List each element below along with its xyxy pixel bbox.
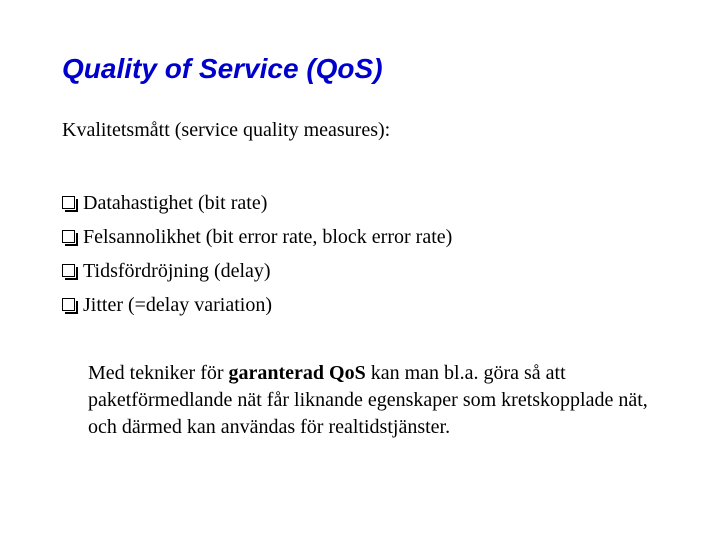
list-item-label: Jitter (=delay variation): [83, 293, 272, 316]
measures-list: [62, 186, 452, 322]
checkbox-bullet-icon: [62, 298, 75, 311]
slide-title: Quality of Service (QoS): [62, 53, 383, 84]
checkbox-bullet-icon: [62, 196, 75, 209]
note-text-before: Med tekniker för: [88, 362, 229, 384]
note-text-after: kan man bl.a. göra så att paketförmedlande nät får liknande egenskaper som kretskopplade nät, och därmed kan användas för realtidstjänster.: [88, 362, 648, 438]
list-item: [62, 186, 452, 220]
list-item: [62, 288, 452, 322]
list-item-label: Tidsfördröjning (delay): [83, 259, 271, 282]
checkbox-bullet-icon: [62, 230, 75, 243]
intro-text: Kvalitetsmått (service quality measures):: [62, 119, 391, 141]
checkbox-bullet-icon: [62, 264, 75, 277]
list-item-label: Felsannolikhet (bit error rate, block error rate): [83, 225, 453, 248]
qos-note: [88, 360, 668, 441]
list-item-label: Datahastighet (bit rate): [83, 191, 268, 214]
note-emphasis: garanterad QoS: [228, 362, 366, 384]
list-item: [62, 220, 452, 254]
list-item: [62, 254, 452, 288]
